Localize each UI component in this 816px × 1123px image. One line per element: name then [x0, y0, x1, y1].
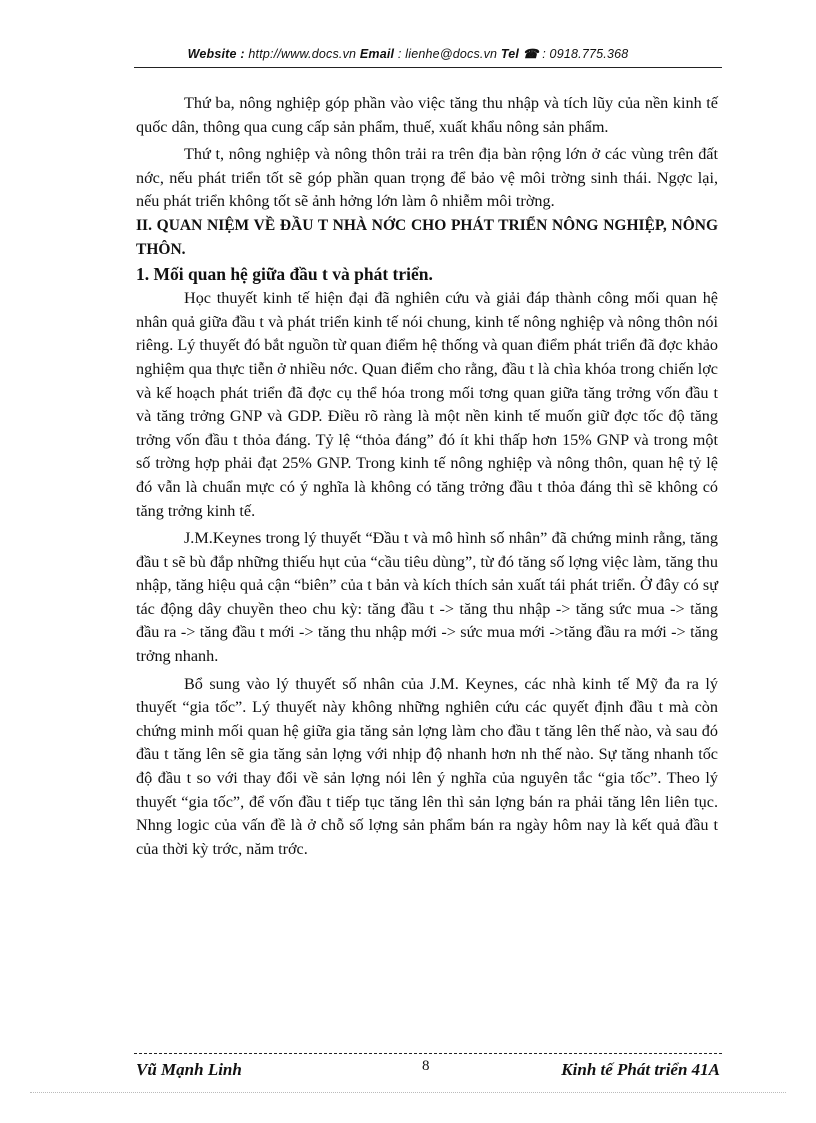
- paragraph-thu-ba: Thứ ba, nông nghiệp góp phần vào việc tăng thu nhập và tích lũy của nền kinh tế quốc dân, thông qua cung cấp sản phẩm, thuế, xuất khẩu nông sản phẩm.: [136, 94, 718, 136]
- phone-icon: ☎: [522, 47, 539, 61]
- footer-divider: [134, 1053, 722, 1054]
- section-heading: II. QUAN NIỆM VỀ ĐẦU T NHÀ NỚC CHO PHÁT TRIỂN NÔNG NGHIỆP, NÔNG THÔN.: [136, 216, 718, 258]
- paragraph-hoc-thuyet: Học thuyết kinh tế hiện đại đã nghiên cứu và giải đáp thành công mối quan hệ nhân quả giữa đầu t và phát triển kinh tế nói chung, kinh tế nông nghiệp và nông thôn nói riêng. Lý thuyết đó bắt nguồn từ quan điểm hệ thống và quan điểm phát triển đã đợc khảo nghiệm qua thực tiễn ở nhiều nớc. Quan điểm cho rằng, đầu t là chìa khóa trong chiến lợc và kế hoạch phát triển đã đợc cụ thể hóa trong mối tơng quan giữa tăng trởng vốn đầu t và tăng trởng GNP và GDP. Điều rõ ràng là một nền kinh tế muốn giữ đợc tốc độ tăng trởng vốn đầu t thỏa đáng. Tỷ lệ “thỏa đáng” đó ít khi thấp hơn 15% GNP và trong một số trờng hợp phải đạt 25% GNP. Trong kinh tế nông nghiệp và nông thôn, quan hệ tỷ lệ đó vẫn là chuẩn mực có ý nghĩa là không có tăng trởng đầu t thỏa đáng thì sẽ không có tăng trởng kinh tế.: [136, 289, 718, 520]
- page-number: 8: [422, 1058, 430, 1074]
- paragraph-keynes: J.M.Keynes trong lý thuyết “Đầu t và mô hình số nhân” đã chứng minh rằng, tăng đầu t sẽ bù đắp những thiếu hụt của “cầu tiêu dùng”, từ đó tăng số lợng việc làm, tăng thu nhập, tăng hiệu quả cận “biên” của t bản và kích thích sản xuất tái phát triển. Ở đây có sự tác động dây chuyền theo chu kỳ: tăng đầu t -> tăng thu nhập -> tăng sức mua -> tăng đầu ra -> tăng đầu t mới -> tăng thu nhập mới -> sức mua mới ->tăng đầu ra mới -> tăng trởng nhanh.: [136, 529, 718, 666]
- tel-label: Tel: [500, 47, 520, 61]
- email-value[interactable]: : lienhe@docs.vn: [394, 47, 501, 61]
- website-value[interactable]: http://www.docs.vn: [244, 47, 360, 61]
- paragraph-gia-toc: Bổ sung vào lý thuyết số nhân của J.M. Keynes, các nhà kinh tế Mỹ đa ra lý thuyết “gia tốc”. Lý thuyết này không những nghiên cứu các quyết định đầu t mà còn chứng minh mối quan hệ giữa gia tăng sản lợng làm cho đầu t tăng lên thế nào, và sau đó đầu t tăng lên sẽ gia tăng sản lợng với nhịp độ nhanh hơn nh thế nào. Sự tăng nhanh tốc độ đầu t so với thay đổi về sản lợng nói lên ý nghĩa của nguyên tắc “gia tốc”. Theo lý thuyết “gia tốc”, để vốn đầu t tiếp tục tăng lên thì sản lợng bán ra phải tăng lên liên tục. Nhng logic của vấn đề là ở chỗ số lợng sản phẩm bán ra ngày hôm nay là kết quả đầu t của thời kỳ trớc, năm trớc.: [136, 674, 718, 858]
- footer-author: Vũ Mạnh Linh: [136, 1060, 242, 1079]
- email-label: Email: [359, 47, 395, 61]
- footer-class: Kinh tế Phát triển 41A: [561, 1060, 720, 1079]
- document-body: [136, 92, 718, 861]
- tel-value: : 0918.775.368: [538, 47, 629, 61]
- paragraph-thu-tu: Thứ t, nông nghiệp và nông thôn trải ra trên địa bàn rộng lớn ở các vùng trên đất nớc, nếu phát triển tốt sẽ góp phần quan trọng để bảo vệ môi trờng sinh thái. Ngợc lại, nếu phát triển không tốt sẽ ảnh hởng lớn làm ô nhiễm môi trờng.: [136, 145, 718, 211]
- website-label: Website :: [187, 47, 245, 61]
- page-edge-divider: [30, 1092, 786, 1093]
- subsection-heading: 1. Mối quan hệ giữa đầu t và phát triển.: [136, 264, 433, 285]
- header-divider: [134, 67, 722, 68]
- page-header: [0, 46, 816, 61]
